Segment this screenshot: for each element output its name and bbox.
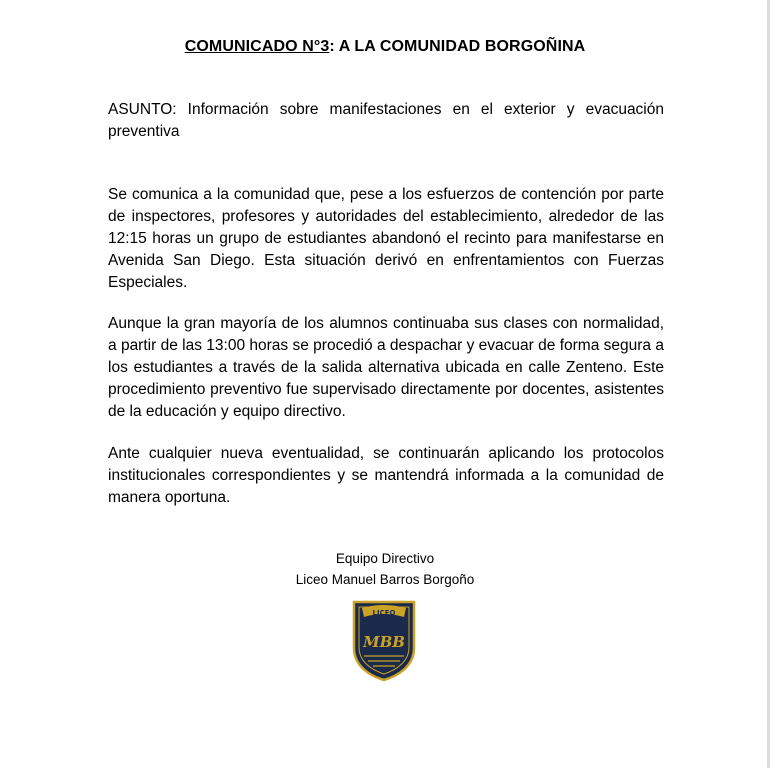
school-crest-logo	[350, 598, 418, 682]
subject-line: ASUNTO: Información sobre manifestaciones en el exterior y evacuación preventiva	[108, 101, 664, 140]
signature-block	[0, 548, 770, 590]
paragraph-2: Aunque la gran mayoría de los alumnos continuaba sus clases con normalidad, a partir de las 13:00 horas se procedió a despachar y evacuar de forma segura a los estudiantes a través de la salida alternativa ubicada en calle Zenteno. Este procedimiento preventivo fue supervisado directamente por docentes, asistentes de la educación y equipo directivo.	[108, 315, 664, 420]
title-recipient: : A LA COMUNIDAD BORGOÑINA	[329, 38, 586, 55]
signature-school: Liceo Manuel Barros Borgoño	[295, 572, 475, 587]
document-title	[0, 38, 770, 56]
signature-team: Equipo Directivo	[335, 551, 435, 566]
crest-monogram: MBB	[363, 633, 405, 651]
paragraph-1: Se comunica a la comunidad que, pese a los esfuerzos de contención por parte de inspectores, profesores y autoridades del establecimiento, alrededor de las 12:15 horas un grupo de estudiantes abandonó el recinto para manifestarse en Avenida San Diego. Esta situación derivó en enfrentamientos con Fuerzas Especiales.	[108, 186, 664, 291]
title-number: COMUNICADO N°3	[184, 38, 330, 55]
paragraph-3: Ante cualquier nueva eventualidad, se continuarán aplicando los protocolos institucionales correspondientes y se mantendrá informada a la comunidad de manera oportuna.	[108, 445, 664, 506]
crest-banner-text: LICEO	[372, 609, 396, 617]
